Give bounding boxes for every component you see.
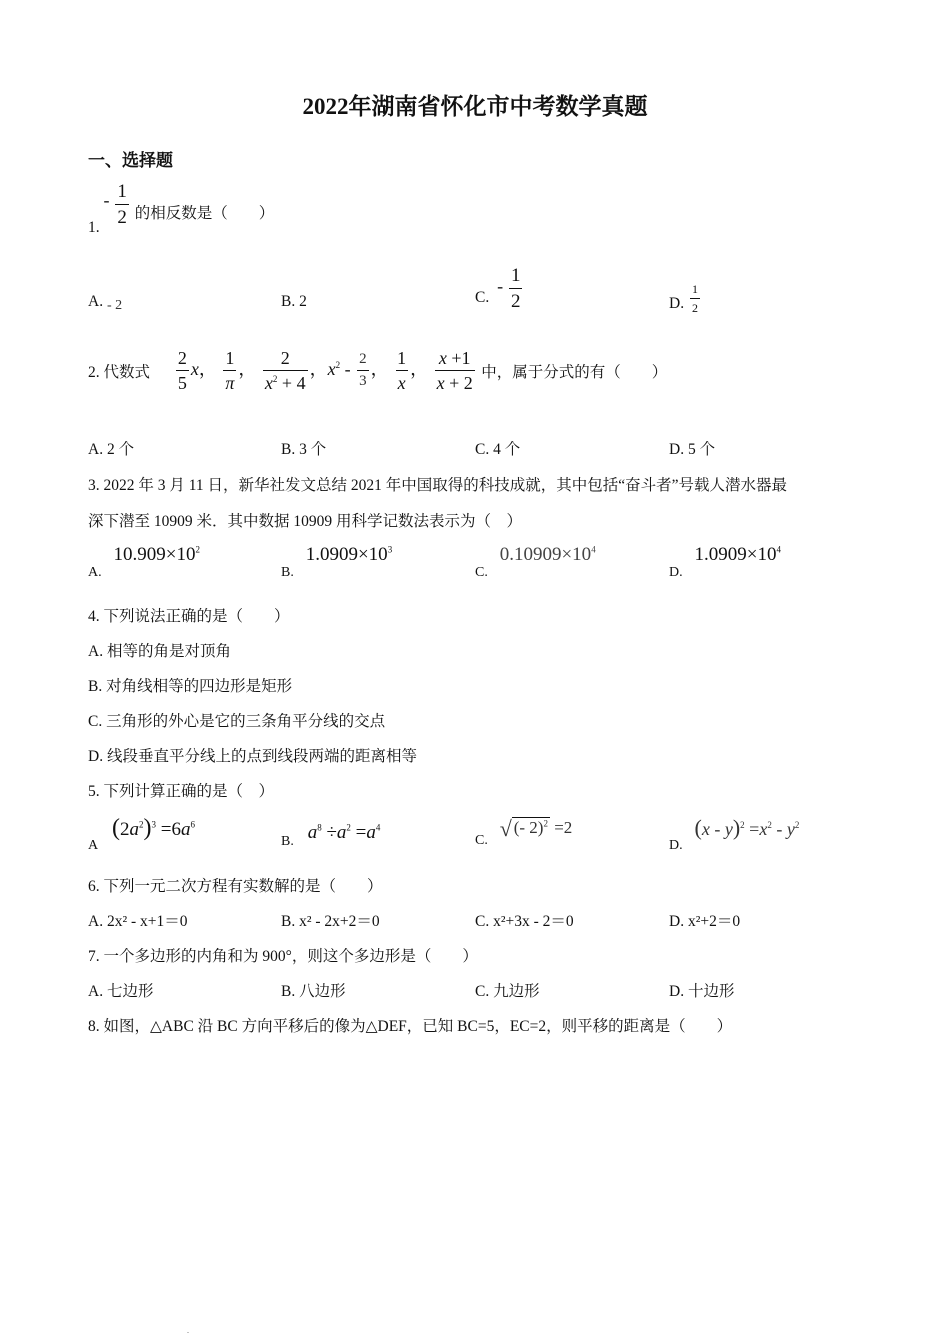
q3-option-d[interactable]: D. $1.0909\times 10^4$ <box>669 544 781 580</box>
q1-fraction: $\frac{1}{2}$ <box>117 181 127 228</box>
question-8: 8. 如图，△ABC 沿 BC 方向平移后的像为△DEF，已知 BC=5，EC=2，则平移的距离是（ ） <box>88 1018 733 1035</box>
q1-option-a[interactable]: A. - 2 <box>88 293 123 313</box>
question-7: 7. 一个多边形的内角和为 900°，则这个多边形是（ ） <box>88 948 478 965</box>
q7-option-a[interactable]: A. 七边形 <box>88 983 154 1000</box>
q2-prefix: 2. 代数式 <box>88 363 151 381</box>
question-1 <box>88 180 275 237</box>
q6-option-d[interactable]: D. x²+2＝0 <box>669 913 741 930</box>
q1-option-c[interactable]: C. - $\frac{1}{2}$ <box>475 265 521 312</box>
q2-option-a[interactable]: A. 2 个 <box>88 441 135 458</box>
q3-option-a[interactable]: A. $10.909\times 10^2$ <box>88 544 200 580</box>
q4-option-d[interactable]: D. 线段垂直平分线上的点到线段两端的距离相等 <box>88 748 417 765</box>
q5-option-b[interactable]: B. $a^8 \div a^2 =a^4$ <box>281 822 381 849</box>
question-2 <box>88 349 667 392</box>
q2-suffix: 中，属于分式的有（ ） <box>481 363 668 381</box>
footer-dot: . <box>187 1326 189 1335</box>
q1-option-b[interactable]: B. 2 <box>281 293 307 310</box>
q5-option-d[interactable]: D. $(x - y)^2 =x^2 - y^2$ <box>669 815 800 853</box>
section-heading: 一、选择题 <box>88 151 173 170</box>
q5-option-a[interactable]: A $(2a^2)^3 =6a^6$ <box>88 815 195 853</box>
q6-option-b[interactable]: B. x² - 2x+2＝0 <box>281 913 380 930</box>
question-5: 5. 下列计算正确的是（ ） <box>88 783 275 800</box>
q6-option-a[interactable]: A. 2x² - x+1＝0 <box>88 913 188 930</box>
q7-option-d[interactable]: D. 十边形 <box>669 983 735 1000</box>
q4-option-a[interactable]: A. 相等的角是对顶角 <box>88 643 231 660</box>
question-6: 6. 下列一元二次方程有实数解的是（ ） <box>88 878 383 895</box>
q2-expressions: $\frac{2}{5}$ x， $\frac{1}{\pi}$ ， $\frac{2}{x^2 + 4}$ ，$x^2$ - $\frac{2}{3}$ ， $\frac{1}{x}$ ， $\frac{x +1}{x + 2}$ <box>177 348 473 393</box>
q1-minus: - <box>103 190 110 211</box>
q7-option-b[interactable]: B. 八边形 <box>281 983 346 1000</box>
q6-option-c[interactable]: C. x²+3x - 2＝0 <box>475 913 574 930</box>
question-4: 4. 下列说法正确的是（ ） <box>88 608 290 625</box>
question-3-line-2: 深下潜至 10909 米．其中数据 10909 用科学记数法表示为（ ） <box>88 513 523 530</box>
q5-option-c[interactable]: C. √ (- 2)$^2$ =2 <box>475 816 573 848</box>
q4-option-b[interactable]: B. 对角线相等的四边形是矩形 <box>88 678 293 695</box>
q2-option-d[interactable]: D. 5 个 <box>669 441 716 458</box>
q1-number: 1. <box>88 219 100 237</box>
q7-option-c[interactable]: C. 九边形 <box>475 983 540 1000</box>
q1-option-d[interactable]: D. $\frac{1}{2}$ <box>669 282 698 315</box>
q2-option-c[interactable]: C. 4 个 <box>475 441 521 458</box>
page-title: 2022年湖南省怀化市中考数学真题 <box>302 94 648 119</box>
q1-text: 的相反数是（ ） <box>134 205 275 223</box>
q2-option-b[interactable]: B. 3 个 <box>281 441 327 458</box>
question-3-line-1: 3. 2022 年 3 月 11 日，新华社发文总结 2021 年中国取得的科技成就，其中包括“奋斗者”号载人潜水器最 <box>88 477 788 494</box>
q3-option-c[interactable]: C. $0.10909\times 10^4$ <box>475 544 596 580</box>
q4-option-c[interactable]: C. 三角形的外心是它的三条角平分线的交点 <box>88 713 386 730</box>
q3-option-b[interactable]: B. $1.0909\times 10^3$ <box>281 544 393 580</box>
